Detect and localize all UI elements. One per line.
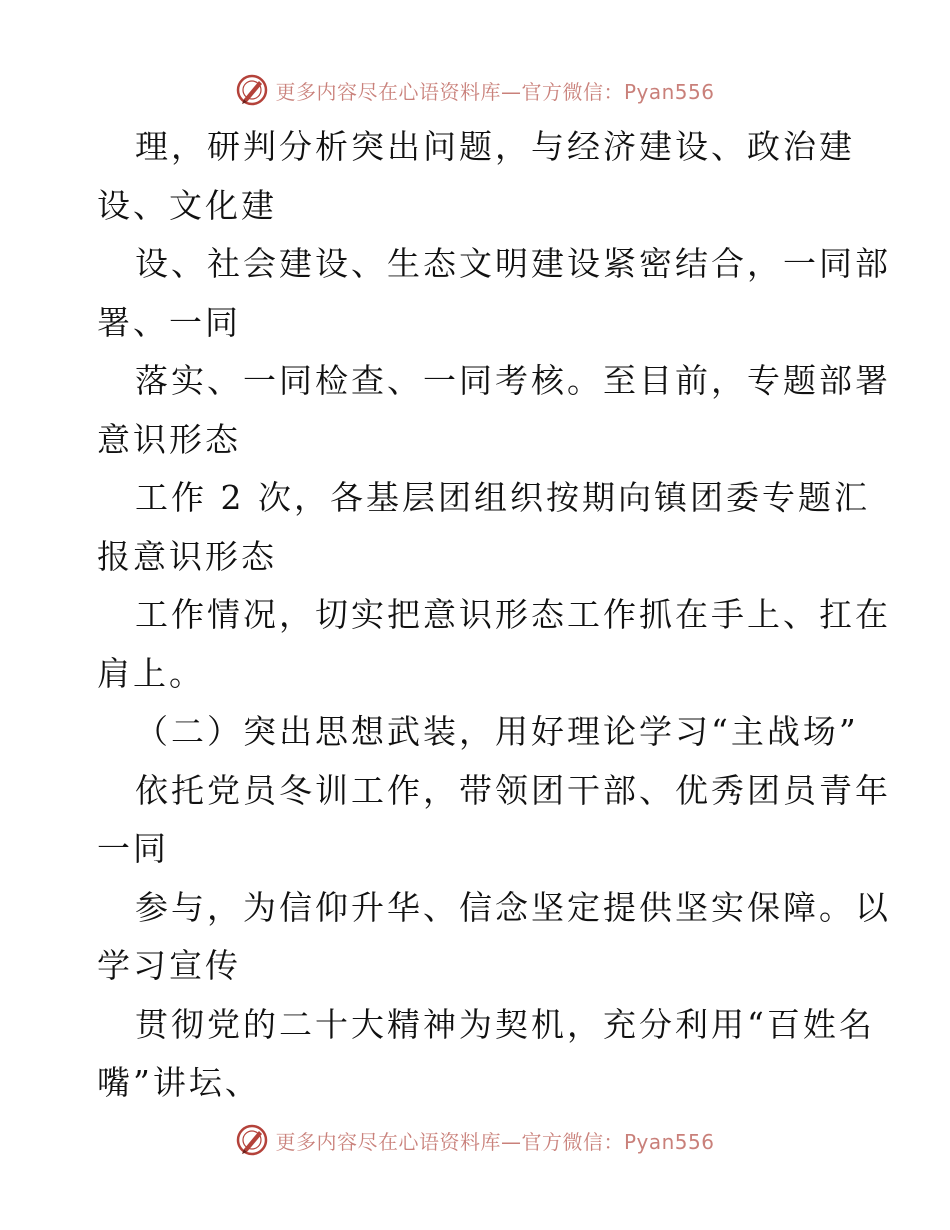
text-line: 理，研判分析突出问题，与经济建设、政治建: [135, 127, 855, 166]
text-line: 贯彻党的二十大精神为契机，充分利用“百姓名: [135, 1004, 875, 1044]
watermark-text: 更多内容尽在心语资料库—官方微信：Pyan556: [275, 1129, 715, 1154]
text-line: 嘴”讲坛、: [97, 1063, 261, 1102]
pen-seal-icon: [235, 1123, 269, 1157]
text-line: （二）突出思想武装，用好理论学习“主战场”: [135, 712, 859, 751]
text-line: 参与，为信仰升华、信念坚定提供坚实保障。以: [135, 887, 891, 927]
text-line: 报意识形态: [97, 536, 277, 576]
header-watermark: [0, 70, 950, 110]
text-line: 依托党员冬训工作，带领团干部、优秀团员青年: [135, 770, 891, 810]
text-line: 工作情况，切实把意识形态工作抓在手上、扛在: [135, 595, 891, 634]
footer-watermark: [0, 1120, 950, 1160]
text-line: 署、一同: [97, 302, 241, 342]
text-line: 设、文化建: [97, 185, 277, 225]
pen-seal-icon: [235, 73, 269, 107]
text-line: 设、社会建设、生态文明建设紧密结合，一同部: [135, 244, 891, 283]
watermark-text: 更多内容尽在心语资料库—官方微信：Pyan556: [275, 79, 715, 104]
text-line: 工作 2 次，各基层团组织按期向镇团委专题汇: [135, 478, 870, 517]
document-body: [97, 118, 891, 1113]
text-line: 一同: [97, 829, 169, 868]
text-line: 意识形态: [97, 419, 241, 459]
text-line: 肩上。: [97, 653, 205, 693]
text-line: 落实、一同检查、一同考核。至目前，专题部署: [135, 361, 891, 400]
text-line: 学习宣传: [97, 946, 241, 985]
